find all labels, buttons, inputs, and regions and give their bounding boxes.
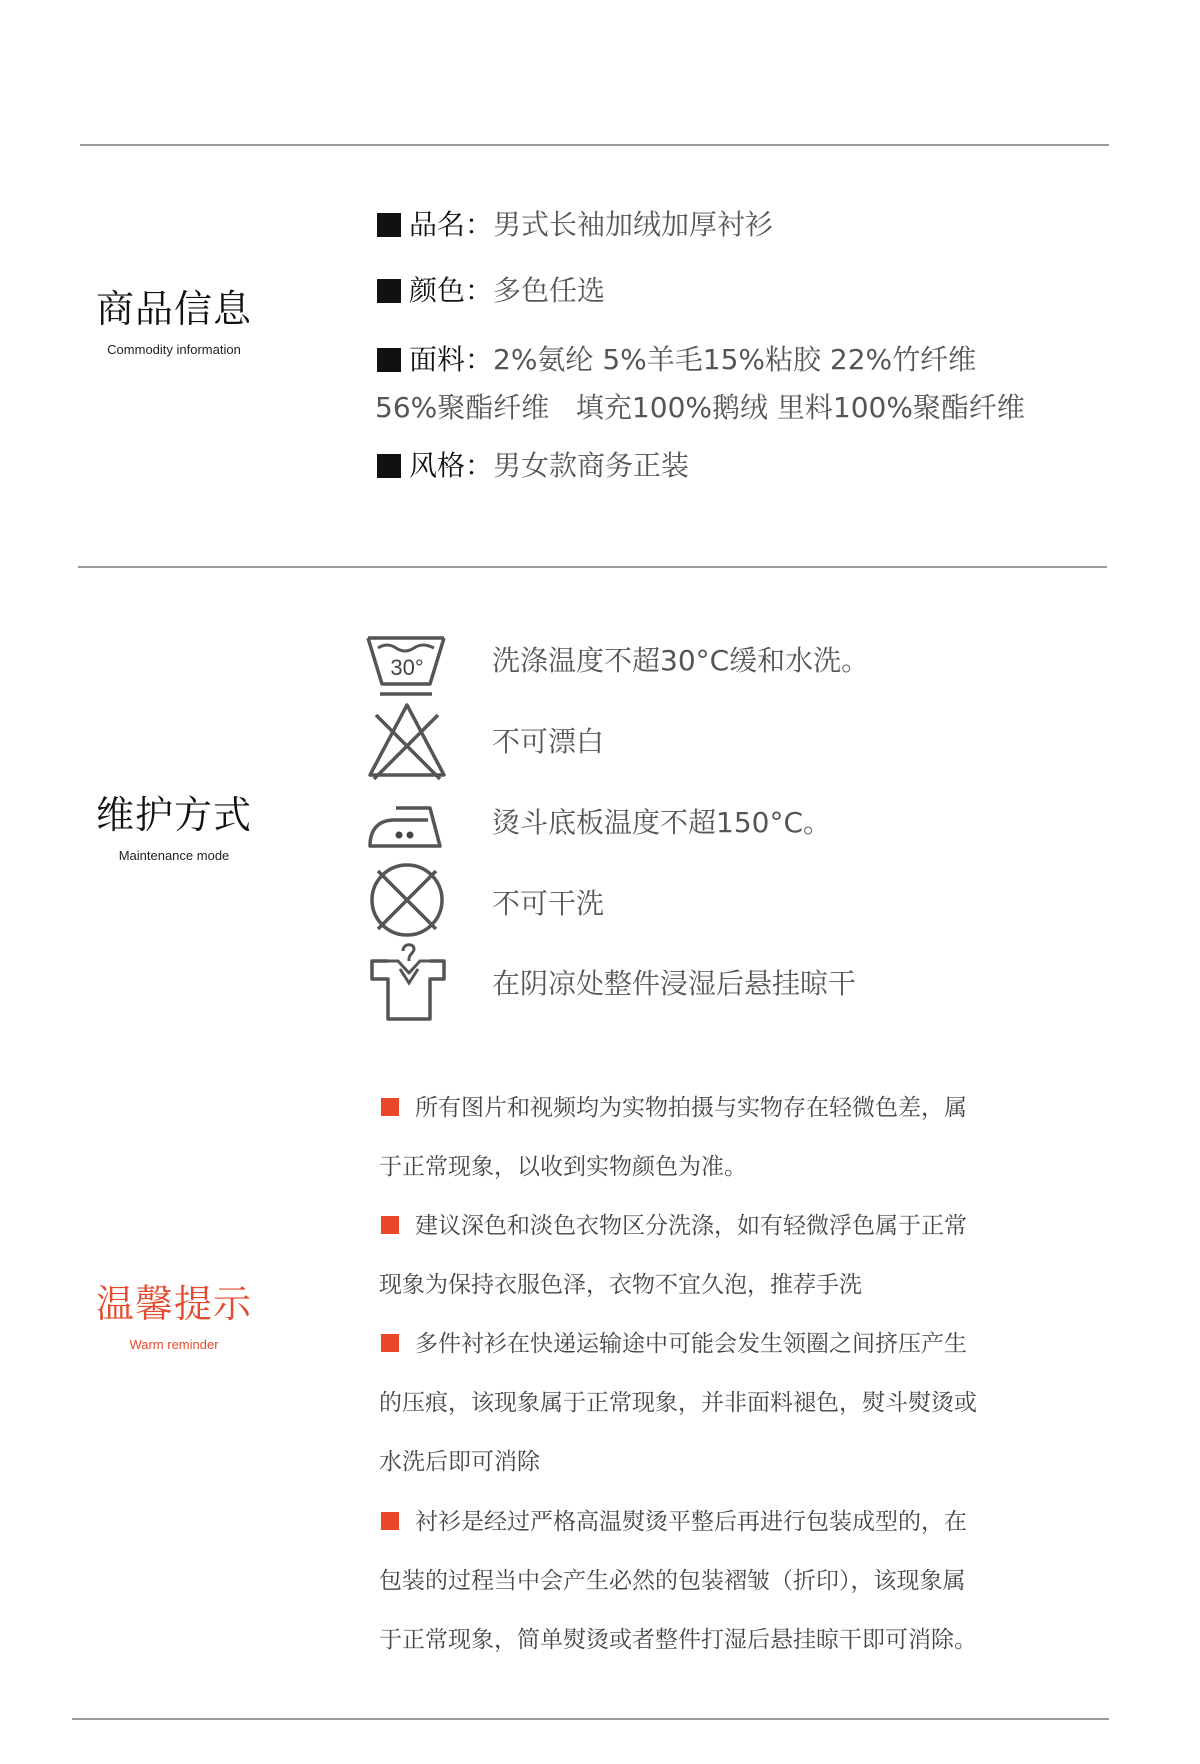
section-title-warm-reminder	[94, 1282, 254, 1354]
tip-item	[379, 1506, 967, 1538]
bottom-divider	[72, 1718, 1109, 1720]
no-bleach-icon	[364, 697, 450, 783]
tip-text: 所有图片和视频均为实物拍摄与实物存在轻微色差，属	[415, 1095, 967, 1121]
info-value: 多色任选	[493, 274, 606, 307]
bullet-square-icon	[377, 348, 401, 372]
section-title-cn: 维护方式	[95, 793, 252, 837]
section-title-cn: 商品信息	[95, 287, 252, 331]
section-title-en: Commodity information	[107, 342, 241, 357]
middle-divider	[78, 566, 1107, 568]
section-title-maintenance	[94, 793, 254, 865]
tip-item	[379, 1210, 967, 1242]
iron-icon	[364, 780, 450, 866]
info-row-color	[377, 271, 605, 311]
top-divider	[80, 144, 1109, 146]
care-text-no-dry-clean: 不可干洗	[492, 887, 605, 920]
info-row-style	[377, 446, 689, 486]
tip-text-continued: 包装的过程当中会产生必然的包装褶皱（折印），该现象属	[379, 1568, 966, 1594]
bullet-square-icon	[377, 279, 401, 303]
section-title-en: Warm reminder	[129, 1337, 219, 1352]
tip-text: 多件衬衫在快递运输途中可能会发生领圈之间挤压产生	[415, 1331, 967, 1357]
tip-text-continued: 水洗后即可消除	[379, 1449, 540, 1475]
care-text-iron: 烫斗底板温度不超150°C。	[492, 806, 831, 839]
info-value: 2%氨纶 5%羊毛15%粘胶 22%竹纤维	[493, 343, 977, 376]
tip-text: 衬衫是经过严格高温熨烫平整后再进行包装成型的，在	[415, 1509, 967, 1535]
info-row-name	[377, 205, 773, 245]
svg-text:30°: 30°	[390, 655, 424, 680]
tip-text-continued: 于正常现象，简单熨烫或者整件打湿后悬挂晾干即可消除。	[379, 1627, 977, 1653]
section-title-commodity-info	[94, 287, 254, 359]
wash-30-icon	[364, 618, 450, 704]
tip-item	[379, 1092, 967, 1124]
red-bullet-icon	[381, 1334, 399, 1352]
info-value: 男女款商务正装	[493, 449, 690, 482]
tip-text: 建议深色和淡色衣物区分洗涤，如有轻微浮色属于正常	[415, 1213, 967, 1239]
info-row-fabric	[377, 340, 976, 380]
section-title-cn: 温馨提示	[95, 1282, 252, 1326]
info-value: 男式长袖加绒加厚衬衫	[493, 208, 774, 241]
care-text-no-bleach: 不可漂白	[492, 725, 605, 758]
tip-text-continued: 于正常现象，以收到实物颜色为准。	[379, 1154, 747, 1180]
red-bullet-icon	[381, 1098, 399, 1116]
red-bullet-icon	[381, 1216, 399, 1234]
bullet-square-icon	[377, 454, 401, 478]
info-label: 风格：	[409, 449, 494, 482]
care-text-wash: 洗涤温度不超30°C缓和水洗。	[492, 644, 870, 677]
tip-text-continued: 现象为保持衣服色泽，衣物不宜久泡，推荐手洗	[379, 1272, 862, 1298]
red-bullet-icon	[381, 1512, 399, 1530]
info-label: 品名：	[409, 208, 494, 241]
info-label: 面料：	[409, 343, 494, 376]
section-title-en: Maintenance mode	[118, 848, 230, 863]
hang-dry-icon	[364, 937, 450, 1023]
care-text-hang-dry: 在阴凉处整件浸湿后悬挂晾干	[492, 967, 857, 1000]
info-label: 颜色：	[409, 274, 494, 307]
info-row-fabric-continued: 56%聚酯纤维 填充100%鹅绒 里料100%聚酯纤维	[375, 391, 1025, 424]
tip-text-continued: 的压痕，该现象属于正常现象，并非面料褪色，熨斗熨烫或	[379, 1390, 977, 1416]
no-dry-clean-icon	[364, 857, 450, 943]
tip-item	[379, 1328, 967, 1360]
bullet-square-icon	[377, 213, 401, 237]
